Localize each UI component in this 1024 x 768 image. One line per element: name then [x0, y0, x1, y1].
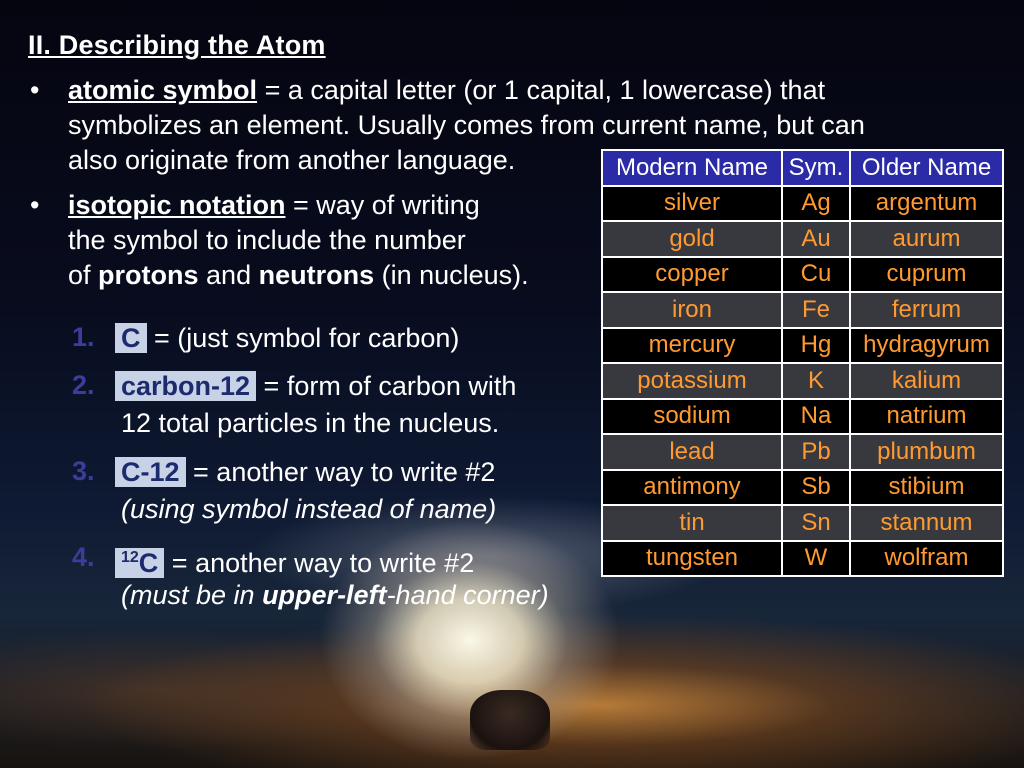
bullet-text: = a capital letter (or 1 capital, 1 lowercase) that [257, 75, 826, 105]
list-item-text: = another way to write #2 [164, 548, 475, 578]
list-number: 1. [72, 322, 95, 352]
list-item-line2 [121, 577, 549, 613]
bullet-line [68, 73, 825, 108]
cell-older-name: wolfram [850, 541, 1003, 577]
highlight-symbol-mass: C-12 [115, 457, 186, 487]
cell-modern-name: potassium [602, 363, 782, 399]
cell-symbol: Sn [782, 505, 850, 541]
term-atomic-symbol: atomic symbol [68, 75, 258, 105]
cell-older-name: cuprum [850, 257, 1003, 293]
list-item-text: = (just symbol for carbon) [146, 323, 460, 353]
header-older-name: Older Name [850, 150, 1003, 186]
cell-older-name: plumbum [850, 434, 1003, 470]
cell-symbol: Pb [782, 434, 850, 470]
list-item [115, 368, 516, 404]
cell-symbol: Cu [782, 257, 850, 293]
cell-symbol: Ag [782, 186, 850, 222]
highlight-name: carbon-12 [115, 371, 256, 401]
bullet-line [68, 188, 480, 223]
list-item-line2: 12 total particles in the nucleus. [121, 408, 500, 438]
header-modern-name: Modern Name [602, 150, 782, 186]
text: (in nucleus). [374, 260, 529, 290]
list-item-line2: (using symbol instead of name) [121, 494, 497, 524]
cell-older-name: hydragyrum [850, 328, 1003, 364]
bullet-line: also originate from another language. [68, 145, 516, 175]
header-symbol: Sym. [782, 150, 850, 186]
table-row [602, 470, 1003, 506]
cell-symbol: K [782, 363, 850, 399]
table-row [602, 363, 1003, 399]
cell-modern-name: mercury [602, 328, 782, 364]
cell-older-name: stannum [850, 505, 1003, 541]
cell-modern-name: tin [602, 505, 782, 541]
text: (must be in [121, 580, 263, 610]
cell-older-name: natrium [850, 399, 1003, 435]
table-header-row [602, 150, 1003, 186]
list-item [115, 540, 474, 581]
cell-older-name: stibium [850, 470, 1003, 506]
list-number: 3. [72, 456, 95, 486]
cell-modern-name: sodium [602, 399, 782, 435]
table-row [602, 186, 1003, 222]
table-row [602, 257, 1003, 293]
list-number: 4. [72, 542, 95, 572]
cell-symbol: Na [782, 399, 850, 435]
cell-modern-name: antimony [602, 470, 782, 506]
cell-symbol: Fe [782, 292, 850, 328]
word-protons: protons [98, 260, 199, 290]
emphasis-upper-left: upper-left [262, 580, 387, 610]
table-row [602, 399, 1003, 435]
element-names-table [601, 149, 1004, 577]
cell-older-name: aurum [850, 221, 1003, 257]
cell-older-name: argentum [850, 186, 1003, 222]
table-row [602, 434, 1003, 470]
word-neutrons: neutrons [258, 260, 375, 290]
bullet-line: symbolizes an element. Usually comes from current name, but can [68, 110, 865, 140]
list-item-text: = form of carbon with [256, 371, 517, 401]
table-row [602, 292, 1003, 328]
bullet-dot-icon: • [30, 190, 40, 220]
cell-modern-name: gold [602, 221, 782, 257]
text: and [198, 260, 259, 290]
cell-modern-name: silver [602, 186, 782, 222]
cell-older-name: ferrum [850, 292, 1003, 328]
list-item-text: = another way to write #2 [185, 457, 496, 487]
list-number: 2. [72, 370, 95, 400]
cell-symbol: Sb [782, 470, 850, 506]
bullet-text: = way of writing [285, 190, 480, 220]
text: of [68, 260, 99, 290]
cell-symbol: W [782, 541, 850, 577]
table-row [602, 221, 1003, 257]
cell-symbol: Au [782, 221, 850, 257]
list-item [115, 454, 495, 490]
table-row [602, 505, 1003, 541]
table-row [602, 328, 1003, 364]
table-row [602, 541, 1003, 577]
cell-modern-name: lead [602, 434, 782, 470]
bullet-line: the symbol to include the number [68, 225, 466, 255]
highlight-symbol: C [115, 323, 147, 353]
list-item [115, 320, 459, 356]
cell-symbol: Hg [782, 328, 850, 364]
text: -hand corner) [386, 580, 549, 610]
cell-modern-name: copper [602, 257, 782, 293]
cell-modern-name: iron [602, 292, 782, 328]
mass-number-superscript: 12 [121, 549, 139, 566]
bullet-dot-icon: • [30, 75, 40, 105]
cell-older-name: kalium [850, 363, 1003, 399]
highlight-isotope [115, 548, 164, 578]
term-isotopic-notation: isotopic notation [68, 190, 286, 220]
slide-title: II. Describing the Atom [28, 30, 326, 60]
bullet-line [68, 258, 529, 293]
cell-modern-name: tungsten [602, 541, 782, 577]
isotope-symbol: C [138, 548, 159, 578]
